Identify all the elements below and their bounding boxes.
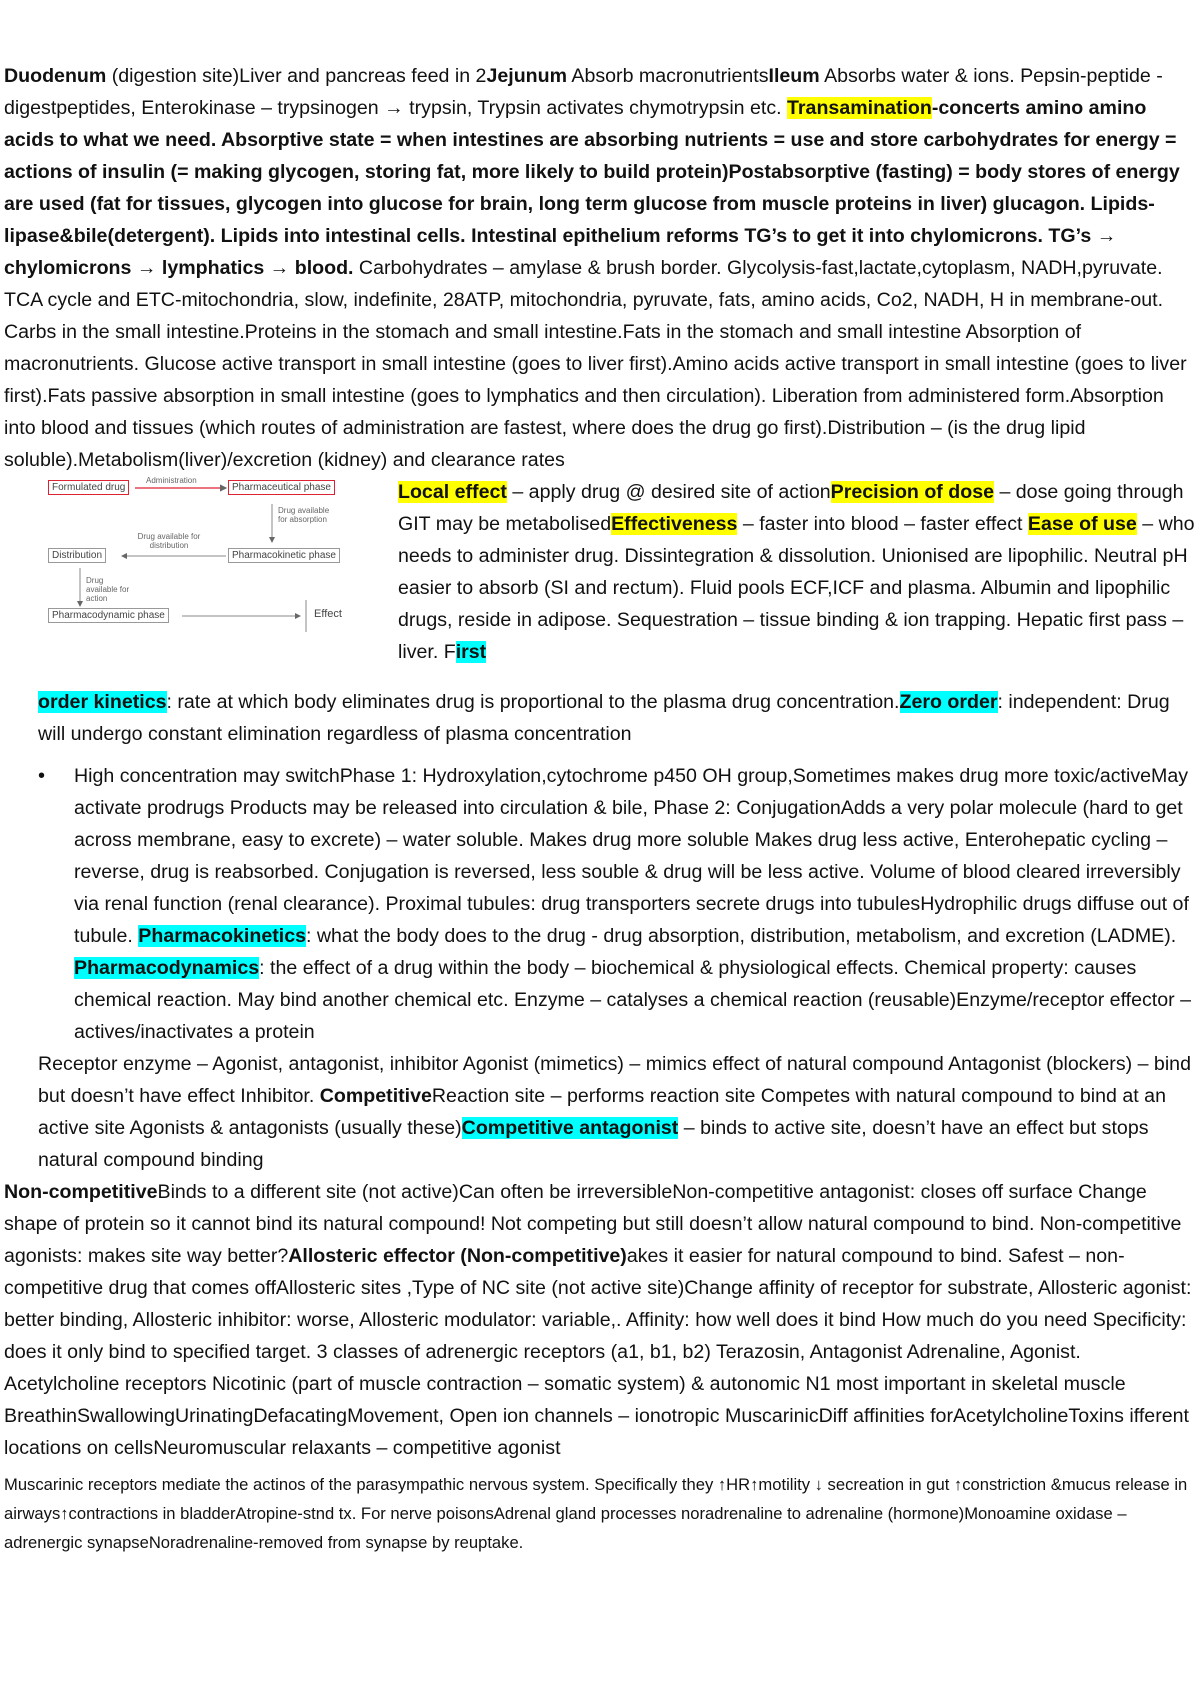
distribution-box: Distribution <box>48 548 106 563</box>
paragraph-routes-administration <box>398 476 1196 668</box>
formulated-drug-box: Formulated drug <box>48 480 129 495</box>
paragraph-non-competitive <box>0 1176 1200 1464</box>
para2_cont-run-2: Zero order <box>899 691 998 713</box>
para3-run-0: Receptor enzyme – Agonist, antagonist, inhibitor Agonist (mimetics) – mimics effect of natural compound Antagonist (blockers) – bind but doesn’t have effect Inhibitor. <box>38 1053 1191 1107</box>
para2_right-run-1: – apply drug @ desired site of action <box>506 481 831 503</box>
para2_right-run-5: – faster into blood – faster effect <box>737 513 1028 535</box>
pharmacology-phases-diagram <box>0 476 398 686</box>
para1-run-0: Duodenum <box>4 65 107 87</box>
bullet-run-0: High concentration may switchPhase 1: Hydroxylation,cytochrome p450 OH group,Sometimes makes drug more toxic/activeMay activate prodrugs Products may be released into circulation & bile, Phase 2: ConjugationAdds a very polar molecule (hard to get across membrane, easy to excrete) – water soluble. Makes drug more soluble Makes drug less active, Enterohepatic cycling – reverse, drug is reabsorbed. Conjugation is reversed, less souble & drug will be less active. Volume of blood cleared irreversibly via renal function (renal clearance). Proximal tubules: drug transporters secrete drugs into tubulesHydrophilic drugs diffuse out of tubule. <box>74 765 1189 947</box>
para2_right-run-0: Local effect <box>398 481 507 503</box>
para1-run-4: Ileum <box>768 65 820 87</box>
pharmaceutical-phase-box: Pharmaceutical phase <box>228 480 335 495</box>
para4-run-2: Allosteric effector (Non-competitive) <box>288 1245 627 1267</box>
effect-label: Effect <box>314 608 342 620</box>
para2_right-run-4: Effectiveness <box>611 513 738 535</box>
paragraph-receptors-competitive <box>0 1048 1200 1176</box>
para2_right-run-6: Ease of use <box>1027 513 1137 535</box>
document-page <box>0 60 1200 1557</box>
para1-run-2: Jejunum <box>486 65 568 87</box>
bullet-run-4: : the effect of a drug within the body – biochemical & physiological effects. Chemical property: causes chemical reaction. May bind another chemical etc. Enzyme – catalyses a chemical reaction (reusable)Enzyme/receptor effector – actives/inactivates a protein <box>74 957 1191 1043</box>
drug-available-absorption-label: Drug available for absorption <box>278 506 330 524</box>
para2_right-run-7: – who needs to administer drug. Dissintegration & dissolution. Unionised are lipophilic. Neutral pH easier to absorb (SI and rectum). Fluid pools ECF,ICF and plasma. Albumin and lipophilic drugs, reside in adipose. Sequestration – tissue binding & ion trapping. Hepatic first pass – liver. F <box>398 513 1195 663</box>
diagram-arrows <box>0 476 398 686</box>
figure-row <box>0 476 1200 686</box>
para1-run-1: (digestion site)Liver and pancreas feed in 2 <box>106 65 487 87</box>
para3-run-4: – binds to active site, doesn’t have an effect but stops natural compound binding <box>38 1117 1149 1171</box>
para2_right-run-8: irst <box>455 641 487 663</box>
para1-run-3: Absorb macronutrients <box>567 65 769 87</box>
para4-run-0: Non-competitive <box>4 1181 158 1203</box>
para3-run-1: Competitive <box>319 1085 432 1107</box>
para2_cont-run-0: order kinetics <box>38 691 167 713</box>
drug-available-distribution-label: Drug available for distribution <box>137 532 201 550</box>
drug-available-action-label: Drug available for action <box>86 576 130 603</box>
para5-run-0: Muscarinic receptors mediate the actinos of the parasympathic nervous system. Specifically they ↑HR↑motility ↓ secreation in gut ↑constriction &mucus release in airways↑contractions in bladderAtropine-stnd tx. For nerve poisonsAdrenal gland processes noradrenaline to adrenaline (hormone)Monoamine oxidase – adrenergic synapseNoradrenaline-removed from synapse by reuptake. <box>4 1475 1188 1552</box>
bullet-text <box>74 765 1191 1043</box>
para2_right-run-2: Precision of dose <box>830 481 994 503</box>
para1-run-8: Carbohydrates – amylase & brush border. Glycolysis-fast,lactate,cytoplasm, NADH,pyruvate. TCA cycle and ETC-mitochondria, slow, indefinite, 28ATP, mitochondria, pyruvate, fats, amino acids, Co2, NADH, H in membrane-out. Carbs in the small intestine.Proteins in the stomach and small intestine.Fats in the stomach and small intestine Absorption of macronutrients. Glucose active transport in small intestine (goes to liver first).Amino acids active transport in small intestine (goes to liver first).Fats passive absorption in small intestine (goes to lymphatics and then circulation). Liberation from administered form.Absorption into blood and tissues (which routes of administration are fastest, where does the drug go first).Distribution – (is the drug lipid soluble).Metabolism(liver)/excretion (kidney) and clearance rates <box>4 257 1187 471</box>
pharmacodynamic-phase-box: Pharmacodynamic phase <box>48 608 169 623</box>
para1-run-5: Absorbs water & ions. Pepsin-peptide -digestpeptides, Enterokinase – trypsinogen → trypsin, Trypsin activates chymotrypsin etc. <box>4 65 1163 119</box>
para2_right-run-3: – dose going through GIT may be metabolised <box>398 481 1184 535</box>
paragraph-muscarinic <box>0 1470 1200 1557</box>
paragraph-digestion-metabolism <box>0 60 1200 476</box>
para3-run-2: Reaction site – performs reaction site Competes with natural compound to bind at an active site Agonists & antagonists (usually these) <box>38 1085 1166 1139</box>
paragraph-kinetics <box>0 686 1200 750</box>
para1-run-7: -concerts amino amino acids to what we need. Absorptive state = when intestines are absorbing nutrients = use and store carbohydrates for energy = actions of insulin (= making glycogen, storing fat, more likely to build protein)Postabsorptive (fasting) = body stores of energy are used (fat for tissues, glycogen into glucose for brain, long term glucose from muscle proteins in liver) glucagon. Lipids-lipase&bile(detergent). Lipids into intestinal cells. Intestinal epithelium reforms TG’s to get it into chylomicrons. TG’s → chylomicrons → lymphatics → blood. <box>4 97 1180 279</box>
administration-label: Administration <box>146 476 197 485</box>
para2_cont-run-1: : rate at which body eliminates drug is proportional to the plasma drug concentration. <box>166 691 900 713</box>
para1-run-6: Transamination <box>787 97 932 119</box>
pharmacokinetic-phase-box: Pharmacokinetic phase <box>228 548 340 563</box>
para3-run-3: Competitive antagonist <box>461 1117 679 1139</box>
para4-run-1: Binds to a different site (not active)Can often be irreversibleNon-competitive antagonist: closes off surface Change shape of protein so it cannot bind its natural compound! Not competing but still doesn’t allow natural compound to bind. Non-competitive agonists: makes site way better? <box>4 1181 1182 1267</box>
bullet-run-1: Pharmacokinetics <box>138 925 306 947</box>
bullet-run-3: Pharmacodynamics <box>74 957 260 979</box>
para2_cont-run-3: : independent: Drug will undergo constant elimination regardless of plasma concentration <box>38 691 1170 745</box>
para4-run-3: akes it easier for natural compound to bind. Safest – non-competitive drug that comes offAllosteric sites ,Type of NC site (not active site)Change affinity of receptor for substrate, Allosteric agonist: better binding, Allosteric inhibitor: worse, Allosteric modulator: variable,. Affinity: how well does it bind How much do you need Specificity: does it only bind to specified target. 3 classes of adrenergic receptors (a1, b1, b2) Terazosin, Antagonist Adrenaline, Agonist. Acetylcholine receptors Nicotinic (part of muscle contraction – somatic system) & autonomic N1 most important in skeletal muscle BreathinSwallowingUrinatingDefacatingMovement, Open ion channels – ionotropic MuscarinicDiff affinities forAcetylcholineToxins ifferent locations on cellsNeuromuscular relaxants – competitive agonist <box>4 1245 1192 1459</box>
bullet-item-metabolism <box>0 760 1200 1048</box>
bullet-run-2: : what the body does to the drug - drug absorption, distribution, metabolism, and excretion (LADME). <box>306 925 1177 947</box>
bullet-dot-icon: • <box>38 765 46 787</box>
